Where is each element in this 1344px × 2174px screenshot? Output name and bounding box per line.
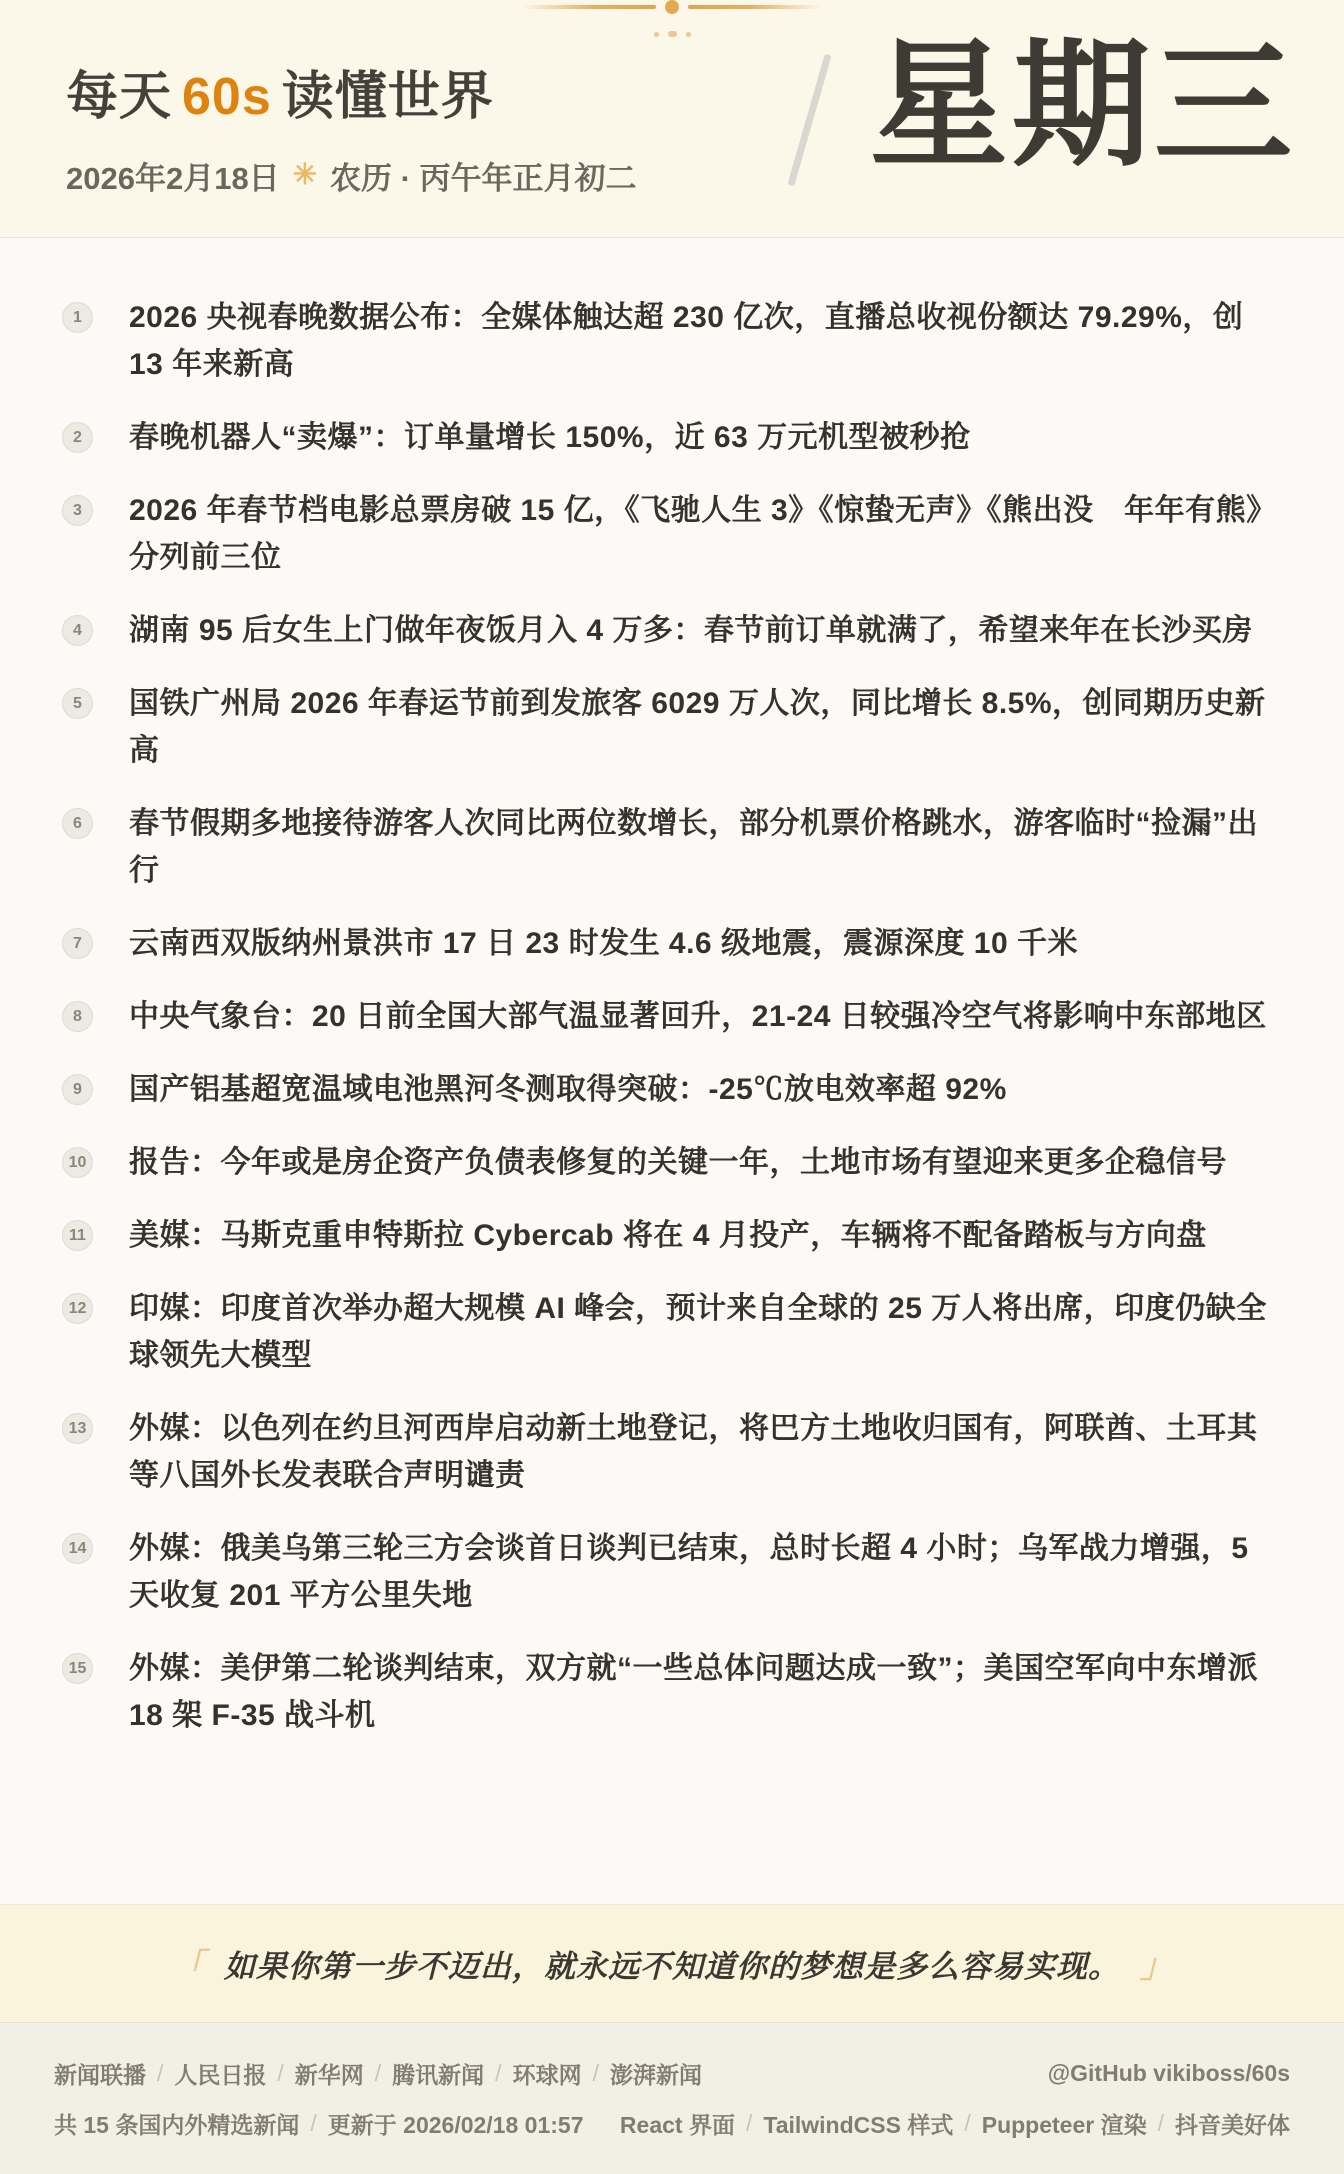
footer-meta [54, 2107, 583, 2140]
news-item-text: 春节假期多地接待游客人次同比两位数增长，部分机票价格跳水，游客临时“捡漏”出行 [129, 807, 1258, 887]
ornament-circle-icon [665, 0, 679, 14]
ornament-line-left-icon [522, 5, 656, 9]
separator: / [310, 2109, 317, 2136]
news-item-text: 印媒：印度首次举办超大规模 AI 峰会，预计来自全球的 25 万人将出席，印度仍缺全球领先大模型 [129, 1292, 1267, 1372]
news-item-number: 7 [62, 928, 93, 959]
source-item: 人民日报 [174, 2061, 267, 2088]
news-item [62, 800, 1286, 894]
header [0, 0, 1344, 238]
news-item-number: 10 [62, 1147, 93, 1178]
news-item-number: 5 [62, 688, 93, 719]
news-item-number: 8 [62, 1001, 93, 1032]
news-item [62, 607, 1286, 654]
news-item-text: 中央气象台：20 日前全国大部气温显著回升，21-24 日较强冷空气将影响中东部地区 [129, 1000, 1267, 1033]
separator: / [495, 2059, 502, 2086]
news-item [62, 1066, 1286, 1113]
title-suffix: 读懂世界 [281, 68, 494, 126]
title-prefix: 每天 [66, 68, 173, 126]
news-item [62, 487, 1286, 581]
asterisk-icon: ✳ [292, 159, 317, 191]
quote-section [0, 1904, 1344, 2022]
news-list [0, 238, 1344, 1904]
separator: / [374, 2059, 382, 2086]
news-item-text: 春晚机器人“卖爆”：订单量增长 150%，近 63 万元机型被秒抢 [129, 421, 971, 454]
news-item [62, 1645, 1286, 1739]
weekday-label: 星期三 [869, 29, 1296, 183]
separator: / [964, 2109, 971, 2136]
source-item: 环球网 [512, 2061, 582, 2088]
news-item-number: 1 [62, 302, 93, 333]
news-item-number: 14 [62, 1533, 93, 1564]
separator: / [592, 2059, 599, 2086]
quote-open-bracket: 「 [171, 1947, 204, 1984]
github-credit: @GitHub vikiboss/60s [1047, 2059, 1290, 2086]
news-item-text: 报告：今年或是房企资产负债表修复的关键一年，土地市场有望迎来更多企稳信号 [129, 1146, 1227, 1179]
source-item: 新华网 [294, 2061, 364, 2088]
news-item [62, 1139, 1286, 1186]
news-item-text: 2026 央视春晚数据公布：全媒体触达超 230 亿次，直播总收视份额达 79.29%，创 13 年来新高 [129, 301, 1244, 381]
ornament-line-right-icon [688, 5, 822, 9]
news-item [62, 1212, 1286, 1259]
news-item [62, 680, 1286, 774]
tech-list [620, 2107, 1290, 2140]
news-item-text: 国产铝基超宽温域电池黑河冬测取得突破：-25℃放电效率超 92% [129, 1073, 1007, 1106]
news-item-number: 15 [62, 1653, 93, 1684]
date-text: 2026年2月18日 [66, 161, 280, 196]
news-item-text: 国铁广州局 2026 年春运节前到发旅客 6029 万人次，同比增长 8.5%，创同期历史新高 [129, 687, 1266, 767]
quote-text: 如果你第一步不迈出，就永远不知道你的梦想是多么容易实现。 [224, 1949, 1120, 1984]
lunar-text: 农历 · 丙午年正月初二 [330, 161, 637, 196]
title-highlight: 60s [182, 68, 272, 126]
news-item [62, 920, 1286, 967]
tech-item: TailwindCSS 样式 [763, 2111, 954, 2138]
page-title [66, 54, 637, 129]
slash-divider [787, 54, 831, 187]
quote-close-bracket: 」 [1140, 1947, 1173, 1984]
news-item [62, 1525, 1286, 1619]
news-item-number: 3 [62, 495, 93, 526]
source-item: 新闻联播 [54, 2061, 146, 2088]
ornament-dots-icon [522, 31, 822, 37]
date-row [66, 153, 637, 198]
news-item [62, 294, 1286, 388]
news-item-text: 云南西双版纳州景洪市 17 日 23 时发生 4.6 级地震，震源深度 10 千米 [129, 927, 1078, 960]
updated-at: 更新于 2026/02/18 01:57 [327, 2111, 584, 2138]
news-item-text: 美媒：马斯克重申特斯拉 Cybercab 将在 4 月投产，车辆将不配备踏板与方向盘 [129, 1219, 1207, 1252]
top-ornament [522, 0, 822, 37]
separator: / [1157, 2109, 1164, 2136]
news-item-text: 外媒：以色列在约旦河西岸启动新土地登记，将巴方土地收归国有，阿联酋、土耳其等八国外长发表联合声明谴责 [129, 1412, 1258, 1492]
tech-item: Puppeteer 渲染 [981, 2111, 1147, 2138]
news-item [62, 414, 1286, 461]
news-item-number: 13 [62, 1413, 93, 1444]
news-item-text: 湖南 95 后女生上门做年夜饭月入 4 万多：春节前订单就满了，希望来年在长沙买房 [129, 614, 1253, 647]
news-item-number: 11 [62, 1220, 93, 1251]
news-item-text: 2026 年春节档电影总票房破 15 亿，《飞驰人生 3》《惊蛰无声》《熊出没 年年有熊》分列前三位 [129, 494, 1277, 574]
news-item-number: 9 [62, 1074, 93, 1105]
news-item [62, 1405, 1286, 1499]
source-item: 澎湃新闻 [609, 2061, 702, 2088]
source-list [54, 2057, 702, 2090]
news-item-number: 12 [62, 1293, 93, 1324]
tech-item: React 界面 [619, 2111, 735, 2138]
news-item-number: 4 [62, 615, 93, 646]
news-item-number: 2 [62, 422, 93, 453]
news-item [62, 1285, 1286, 1379]
footer [0, 2022, 1344, 2174]
news-item-text: 外媒：美伊第二轮谈判结束，双方就“一些总体问题达成一致”；美国空军向中东增派 18 架 F-35 战斗机 [129, 1652, 1258, 1732]
source-item: 腾讯新闻 [392, 2061, 485, 2088]
news-item-text: 外媒：俄美乌第三轮三方会谈首日谈判已结束，总时长超 4 小时；乌军战力增强，5 天收复 201 平方公里失地 [129, 1532, 1249, 1612]
news-item-number: 6 [62, 808, 93, 839]
separator: / [745, 2109, 753, 2136]
separator: / [277, 2059, 284, 2086]
tech-item: 抖音美好体 [1175, 2111, 1290, 2138]
news-item [62, 993, 1286, 1040]
news-count: 共 15 条国内外精选新闻 [54, 2111, 300, 2138]
separator: / [157, 2059, 164, 2086]
